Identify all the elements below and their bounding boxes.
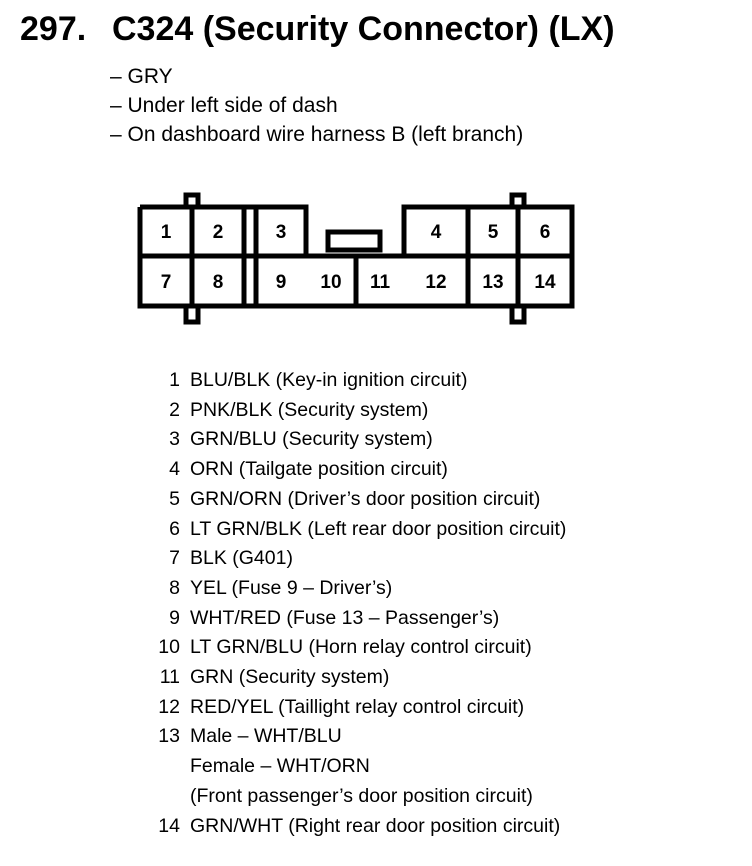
cavity-14: 14: [534, 272, 556, 293]
pin-description-line: GRN/WHT (Right rear door position circuit): [190, 814, 561, 837]
connector-latch: [328, 232, 380, 250]
title-text: C324 (Security Connector) (LX): [112, 10, 615, 48]
connector-diagram: [0, 180, 752, 340]
locating-tab-left-bottom: [186, 306, 198, 322]
pin-description: [190, 515, 566, 545]
cavity-10: 10: [320, 272, 342, 293]
pin-description-line: YEL (Fuse 9 – Driver’s): [190, 576, 393, 599]
cavity-7: 7: [160, 272, 172, 293]
pin-description-line: WHT/RED (Fuse 13 – Passenger’s): [190, 606, 500, 629]
pin-description-line: Female – WHT/ORN: [190, 755, 370, 778]
locating-tab-right-bottom: [512, 306, 524, 322]
pin-description: [190, 396, 428, 426]
pin-number: 3: [169, 428, 180, 451]
pin-row: [152, 604, 566, 634]
pin-description: [190, 722, 533, 811]
pin-list: [152, 366, 566, 841]
pin-description: [190, 633, 532, 663]
cavity-6: 6: [539, 222, 551, 243]
pin-number: 7: [169, 547, 180, 570]
pin-number: 13: [158, 725, 180, 748]
pin-description: [190, 604, 499, 634]
cavity-5: 5: [487, 222, 499, 243]
pin-description-line: (Front passenger’s door position circuit): [190, 784, 533, 807]
pin-description-line: PNK/BLK (Security system): [190, 398, 429, 421]
pin-description-line: LT GRN/BLK (Left rear door position circuit): [190, 517, 567, 540]
cavity-13: 13: [482, 272, 504, 293]
pin-description-line: ORN (Tailgate position circuit): [190, 458, 448, 481]
section-number: 297.: [20, 10, 87, 48]
pin-number: 5: [169, 487, 180, 510]
pin-row: [152, 812, 566, 842]
pin-number: 6: [169, 517, 180, 540]
pin-row: [152, 396, 566, 426]
pin-description: [190, 812, 560, 842]
pin-number: 11: [159, 666, 180, 689]
cavity-11: 11: [369, 272, 391, 293]
pin-number: 12: [158, 695, 180, 718]
pin-description-line: RED/YEL (Taillight relay control circuit): [190, 695, 525, 718]
note-harness: – On dashboard wire harness B (left branch): [110, 123, 524, 146]
pin-number: 2: [169, 398, 180, 421]
pin-description-line: GRN (Security system): [190, 666, 390, 689]
cavity-12: 12: [425, 272, 447, 293]
pin-row: [152, 425, 566, 455]
pin-number: 14: [158, 814, 180, 837]
cavity-1: 1: [160, 222, 172, 243]
pin-description-line: GRN/BLU (Security system): [190, 428, 433, 451]
pin-number: 1: [169, 369, 180, 391]
pin-description: [190, 693, 524, 723]
pin-number: 9: [169, 606, 180, 629]
cavity-3: 3: [275, 222, 287, 243]
pin-description: [190, 574, 392, 604]
cavity-9: 9: [275, 272, 287, 293]
pin-row: [152, 455, 566, 485]
locating-tab-left-top: [186, 195, 198, 207]
pin-description: [190, 485, 540, 515]
pin-description-line: GRN/ORN (Driver’s door position circuit): [190, 487, 541, 510]
pin-description: [190, 544, 293, 574]
pin-row: [152, 515, 566, 545]
connector-notes: [110, 62, 523, 149]
cavity-8: 8: [212, 272, 224, 293]
pin-row: [152, 574, 566, 604]
pin-row: [152, 633, 566, 663]
locating-tab-right-top: [512, 195, 524, 207]
pin-row: [152, 722, 566, 811]
pin-number: 8: [169, 576, 180, 599]
page-title: [20, 10, 615, 49]
pin-description: [190, 366, 467, 396]
pin-description: [190, 425, 433, 455]
pin-row: [152, 663, 566, 693]
pin-row: [152, 485, 566, 515]
pin-description-line: LT GRN/BLU (Horn relay control circuit): [190, 636, 532, 659]
note-color: – GRY: [110, 65, 173, 88]
pin-number: 4: [169, 458, 180, 481]
pin-row: [152, 544, 566, 574]
pin-description-line: BLK (G401): [190, 547, 293, 570]
cavity-2: 2: [212, 222, 224, 243]
cavity-4: 4: [430, 222, 442, 243]
pin-row: [152, 366, 566, 396]
pin-description-line: Male – WHT/BLU: [190, 725, 342, 748]
pin-description: [190, 455, 448, 485]
pin-description-line: BLU/BLK (Key-in ignition circuit): [190, 369, 468, 391]
pin-row: [152, 693, 566, 723]
pin-description: [190, 663, 389, 693]
note-location: – Under left side of dash: [110, 94, 338, 117]
pin-number: 10: [158, 636, 180, 659]
